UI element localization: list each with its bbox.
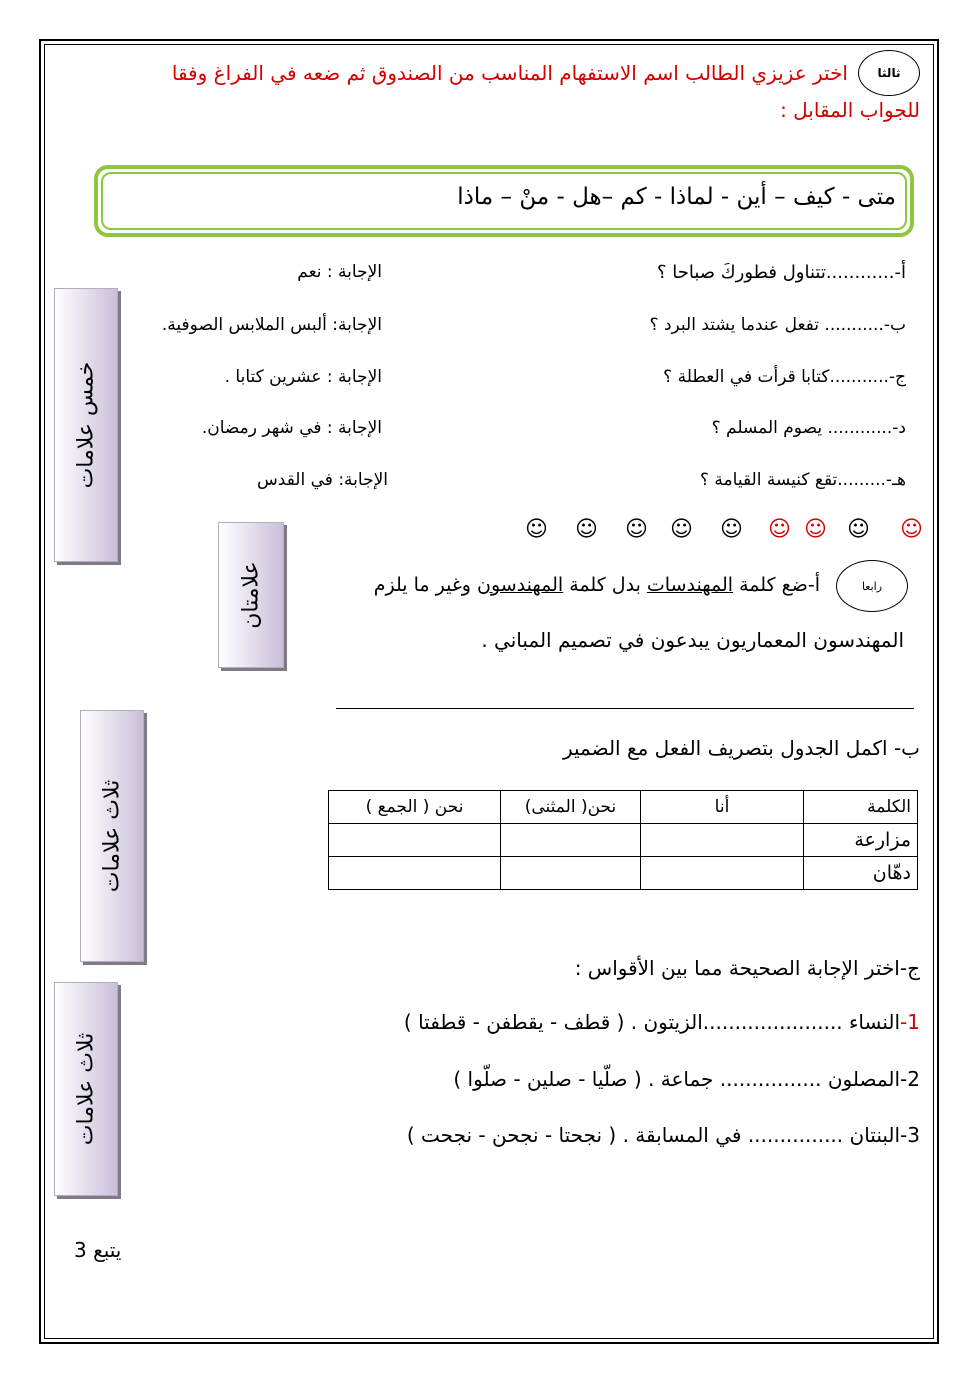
answer-e: الإجابة: في القدس	[257, 470, 388, 490]
smiley-icon: ☺	[525, 517, 548, 542]
table-row	[329, 824, 918, 857]
answer-c: الإجابة : عشرين كتابا .	[224, 367, 382, 387]
answer-a: الإجابة : نعم	[297, 262, 382, 282]
smiley-icon: ☺	[720, 517, 743, 542]
table-header-row	[329, 791, 918, 824]
word-engineers-f: المهندسات	[646, 574, 734, 596]
section3-instruction-line1: اختر عزيزي الطالب اسم الاستفهام المناسب من الصندوق ثم ضعه في الفراغ وفقا	[171, 61, 848, 85]
marks-tab-three-b: ثلاث علامات	[80, 710, 144, 962]
header-dual: نحن( المثنى)	[501, 791, 641, 824]
marks-tab-five: خمس علامات	[54, 288, 118, 562]
table-row	[329, 857, 918, 890]
question-a: أ-............تتناول فطوركَ صباحا ؟	[656, 262, 906, 283]
marks-tab-three-c: ثلاث علامات	[54, 982, 118, 1196]
part-c-item-3: 3-البنتان ............... في المسابقة . ( نجحتا - نجحن - نجحت )	[406, 1123, 920, 1147]
part-c-item-1: 1-النساء ......................الزيتون . ( قطف - يقطفن - قطفتا )	[403, 1010, 920, 1034]
table-cell-input[interactable]	[501, 824, 641, 857]
table-cell-input[interactable]	[501, 857, 641, 890]
part-a-instruction: أ-ضع كلمة المهندسات بدل كلمة المهندسون وغير ما يلزم	[373, 574, 820, 596]
table-cell-input[interactable]	[641, 824, 804, 857]
section3-badge: ثالثا	[858, 50, 920, 96]
header-ana: أنا	[641, 791, 804, 824]
answer-line	[336, 708, 914, 709]
smiley-icon: ☺	[900, 517, 923, 542]
question-d: د-............ يصوم المسلم ؟	[711, 418, 906, 438]
smiley-icon: ☺	[804, 517, 827, 542]
table-cell-input[interactable]	[641, 857, 804, 890]
part-a-sentence: المهندسون المعماريون يبدعون في تصميم المباني .	[481, 628, 904, 652]
word-engineers-m: المهندسون	[476, 574, 564, 596]
smiley-row	[520, 517, 923, 547]
table-cell-input[interactable]	[329, 857, 501, 890]
word-box-text: متى - كيف – أين - لماذا - كم –هل - منْ – ماذا	[457, 184, 896, 210]
header-plural: نحن ( الجمع )	[329, 791, 501, 824]
answer-b: الإجابة: ألبس الملابس الصوفية.	[161, 315, 382, 335]
answer-d: الإجابة : في شهر رمضان.	[201, 418, 382, 438]
question-b: ب-........... تفعل عندما يشتد البرد ؟	[649, 315, 906, 335]
conjugation-table	[328, 790, 918, 890]
question-c: ج-...........كتابا قرأت في العطلة ؟	[663, 367, 906, 387]
row-word: مزارعة	[804, 824, 918, 857]
part-b-title: ب- اكمل الجدول بتصريف الفعل مع الضمير	[562, 736, 920, 760]
question-e: هـ-.........تقع كنيسة القيامة ؟	[700, 470, 906, 490]
smiley-icon: ☺	[847, 517, 870, 542]
table-cell-input[interactable]	[329, 824, 501, 857]
marks-tab-two: علامتان	[218, 522, 284, 668]
part-c-item-2: 2-المصلون ................ جماعة . ( صلّيا - صلين - صلّوا )	[453, 1067, 920, 1091]
part-c-title: ج-اختر الإجابة الصحيحة مما بين الأقواس :	[574, 956, 920, 980]
continue-note: يتبع 3	[74, 1238, 122, 1262]
section3-instruction-line2: للجواب المقابل :	[780, 98, 920, 122]
smiley-icon: ☺	[670, 517, 693, 542]
smiley-icon: ☺	[768, 517, 791, 542]
header-word: الكلمة	[804, 791, 918, 824]
section4-badge: رابعا	[836, 560, 908, 612]
smiley-icon: ☺	[575, 517, 598, 542]
row-word: دهّان	[804, 857, 918, 890]
smiley-icon: ☺	[625, 517, 648, 542]
